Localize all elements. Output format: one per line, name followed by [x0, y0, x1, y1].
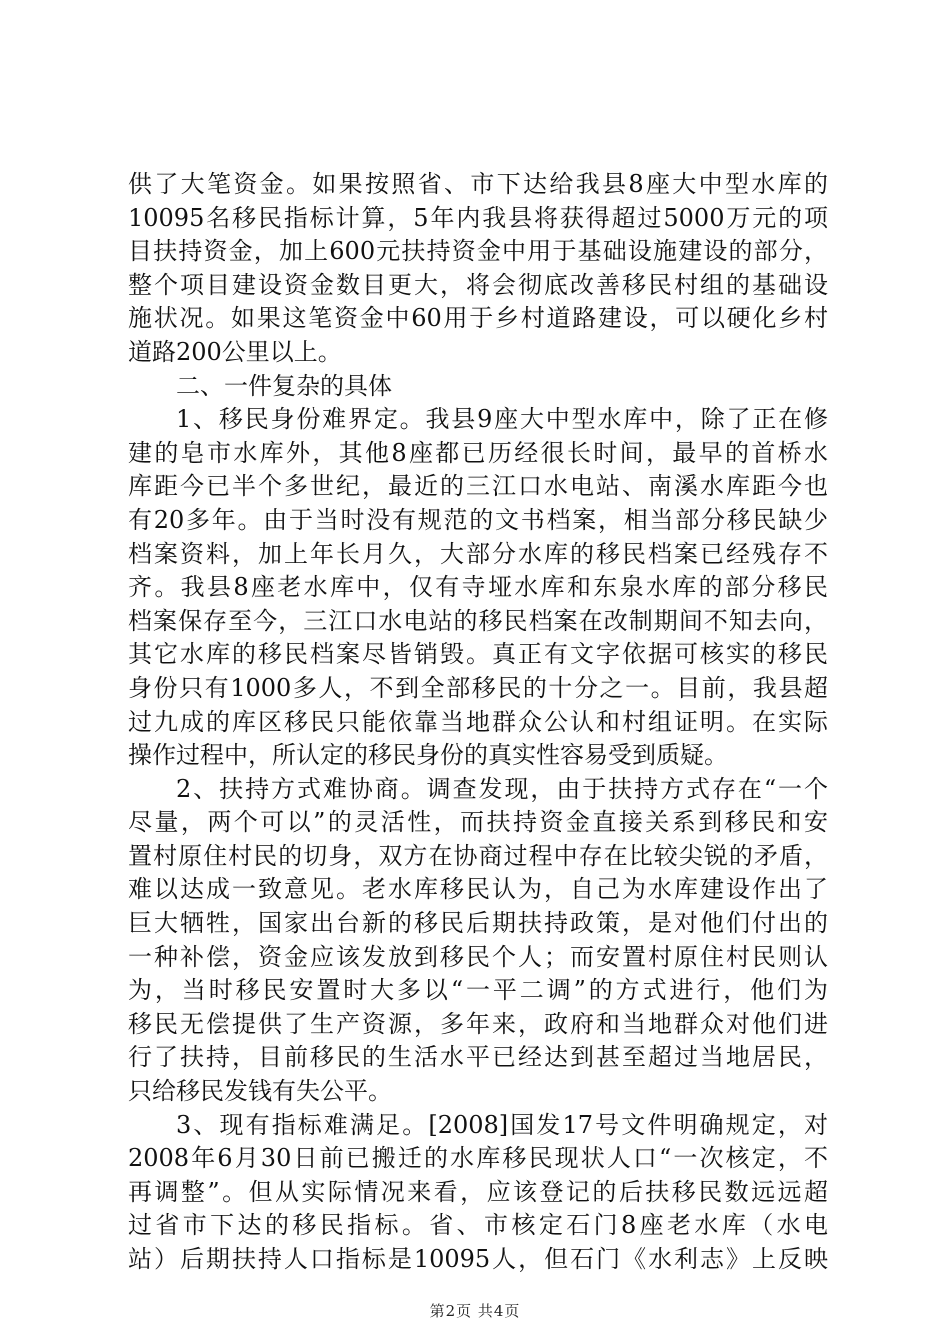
page-footer: 第2页 共4页: [429, 1302, 521, 1320]
text-line: 1、移民身份难界定。我县9座大中型水库中，除了正在修: [176, 405, 828, 434]
text-line: 站）后期扶持人口指标是10095人，但石门《水利志》上反映: [128, 1245, 828, 1273]
text-line: 只给移民发钱有失公平。: [128, 1077, 392, 1106]
text-line: 目扶持资金，加上600元扶持资金中用于基础设施建设的部分，: [128, 237, 828, 266]
text-line: 供了大笔资金。如果按照省、市下达给我县8座大中型水库的: [128, 170, 828, 198]
text-line: 有20多年。由于当时没有规范的文书档案，相当部分移民缺少: [128, 505, 828, 534]
text-line: 建的皂市水库外，其他8座都已历经很长时间，最早的首桥水: [128, 438, 828, 467]
text-line: 其它水库的移民档案尽皆销毁。真正有文字依据可核实的移民: [128, 640, 828, 669]
text-line: 3、现有指标难满足。[2008]国发17号文件明确规定，对: [176, 1110, 828, 1139]
text-line: 齐。我县8座老水库中，仅有寺垭水库和东泉水库的部分移民: [128, 573, 828, 602]
text-line: 施状况。如果这笔资金中60用于乡村道路建设，可以硬化乡村: [128, 304, 828, 333]
text-line: 库距今已半个多世纪，最近的三江口水电站、南溪水库距今也: [128, 472, 828, 501]
text-line: 道路200公里以上。: [128, 337, 342, 366]
text-line: 2008年6月30日前已搬迁的水库移民现状人口“一次核定，不: [128, 1144, 828, 1173]
text-line: 一种补偿，资金应该发放到移民个人；而安置村原住村民则认: [128, 942, 828, 971]
text-line: 行了扶持，目前移民的生活水平已经达到甚至超过当地居民，: [128, 1043, 828, 1072]
text-line: 过省市下达的移民指标。省、市核定石门8座老水库（水电: [128, 1211, 828, 1240]
text-line: 身份只有1000多人，不到全部移民的十分之一。目前，我县超: [128, 673, 828, 702]
text-line: 整个项目建设资金数目更大，将会彻底改善移民村组的基础设: [128, 270, 828, 299]
document-body: [128, 168, 828, 1277]
text-line: 尽量，两个可以”的灵活性，而扶持资金直接关系到移民和安: [128, 808, 828, 837]
text-line: 10095名移民指标计算，5年内我县将获得超过5000万元的项: [128, 203, 828, 232]
text-line: 置村原住村民的切身，双方在协商过程中存在比较尖锐的矛盾，: [128, 841, 828, 870]
text-line: 过九成的库区移民只能依靠当地群众公认和村组证明。在实际: [128, 707, 828, 736]
text-line: 二、一件复杂的具体: [176, 371, 392, 400]
text-line: 巨大牺牲，国家出台新的移民后期扶持政策，是对他们付出的: [128, 909, 828, 938]
text-line: 难以达成一致意见。老水库移民认为，自己为水库建设作出了: [128, 875, 828, 904]
text-line: 再调整”。但从实际情况来看，应该登记的后扶移民数远远超: [128, 1177, 828, 1206]
text-line: 为，当时移民安置时大多以“一平二调”的方式进行，他们为: [128, 976, 828, 1005]
text-line: 操作过程中，所认定的移民身份的真实性容易受到质疑。: [128, 741, 728, 770]
text-line: 移民无偿提供了生产资源，多年来，政府和当地群众对他们进: [128, 1009, 828, 1038]
text-line: 2、扶持方式难协商。调查发现，由于扶持方式存在“一个: [176, 774, 828, 803]
text-line: 档案资料，加上年长月久，大部分水库的移民档案已经残存不: [128, 539, 828, 568]
text-line: 档案保存至今，三江口水电站的移民档案在改制期间不知去向，: [128, 606, 828, 635]
